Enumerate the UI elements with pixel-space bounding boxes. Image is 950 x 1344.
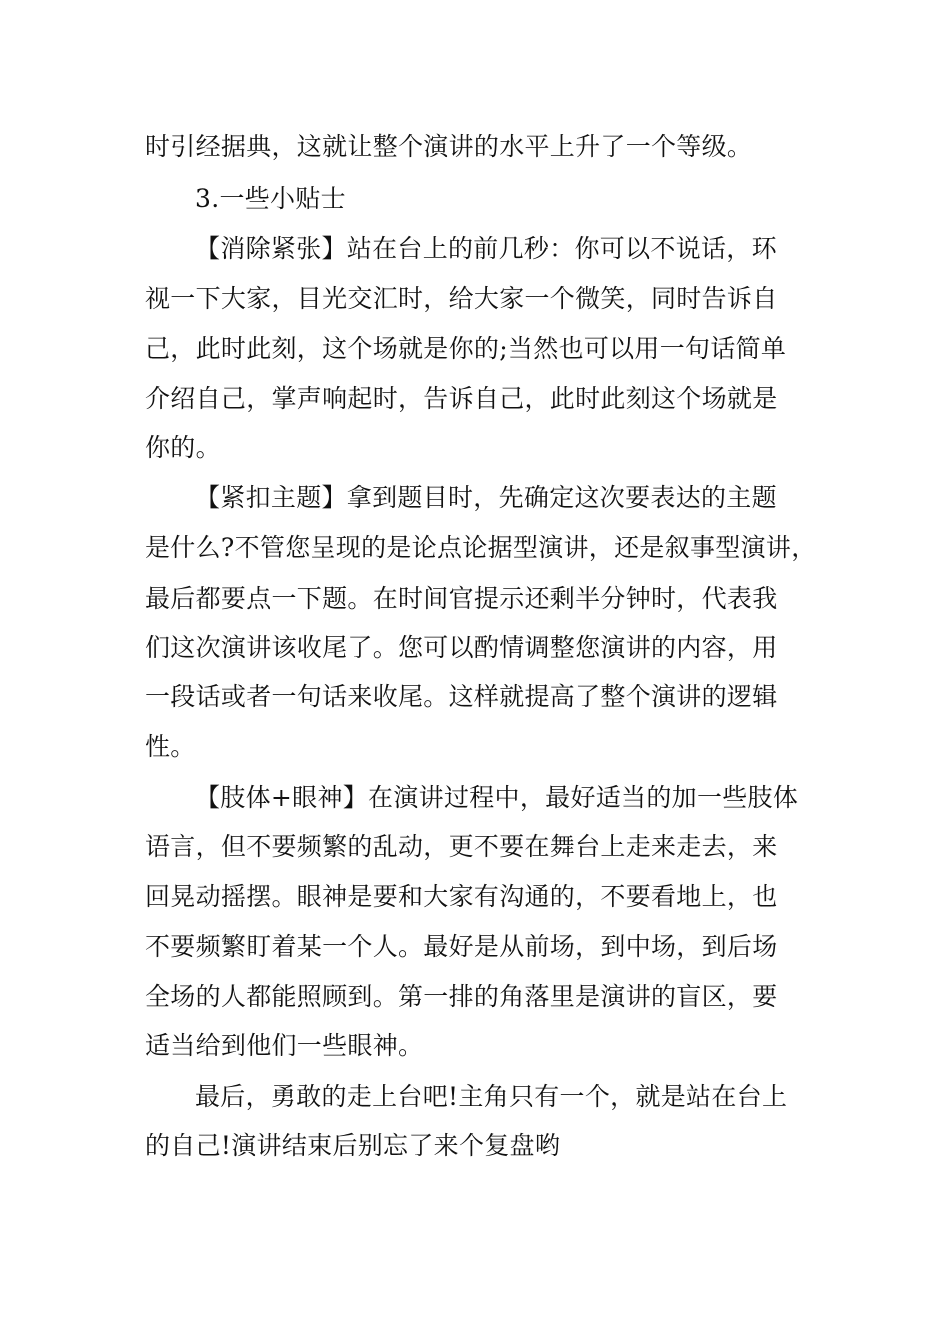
text-line: 己，此时此刻，这个场就是你的;当然也可以用一句话简单 xyxy=(145,334,787,363)
text-line: 最后都要点一下题。在时间官提示还剩半分钟时，代表我 xyxy=(145,584,778,613)
text-line: 【消除紧张】站在台上的前几秒：你可以不说话，环 xyxy=(195,234,777,263)
text-line: 不要频繁盯着某一个人。最好是从前场，到中场，到后场 xyxy=(145,932,778,961)
text-line: 全场的人都能照顾到。第一排的角落里是演讲的盲区，要 xyxy=(145,982,778,1011)
text-line: 适当给到他们一些眼神。 xyxy=(145,1031,424,1060)
text-line: 回晃动摇摆。眼神是要和大家有沟通的，不要看地上，也 xyxy=(145,882,778,911)
text-line: 语言，但不要频繁的乱动，更不要在舞台上走来走去，来 xyxy=(145,832,778,861)
text-line: 【紧扣主题】拿到题目时，先确定这次要表达的主题 xyxy=(195,483,777,512)
text-line: 你的。 xyxy=(145,433,221,462)
text-line: 【肢体+眼神】在演讲过程中，最好适当的加一些肢体 xyxy=(195,783,799,812)
text-line: 介绍自己，掌声响起时，告诉自己，此时此刻这个场就是 xyxy=(145,384,778,413)
text-line: 是什么?不管您呈现的是论点论据型演讲，还是叙事型演讲， xyxy=(145,533,817,562)
text-line: 一段话或者一句话来收尾。这样就提高了整个演讲的逻辑 xyxy=(145,682,778,711)
section-heading: 3.一些小贴士 xyxy=(195,184,346,213)
text-line: 们这次演讲该收尾了。您可以酌情调整您演讲的内容，用 xyxy=(145,633,778,662)
text-line: 时引经据典，这就让整个演讲的水平上升了一个等级。 xyxy=(145,132,753,161)
text-line: 性。 xyxy=(145,732,196,761)
text-line: 的自己!演讲结束后别忘了来个复盘哟 xyxy=(145,1131,561,1160)
text-line: 最后，勇敢的走上台吧!主角只有一个，就是站在台上 xyxy=(195,1082,788,1111)
text-line: 视一下大家，目光交汇时，给大家一个微笑，同时告诉自 xyxy=(145,284,778,313)
